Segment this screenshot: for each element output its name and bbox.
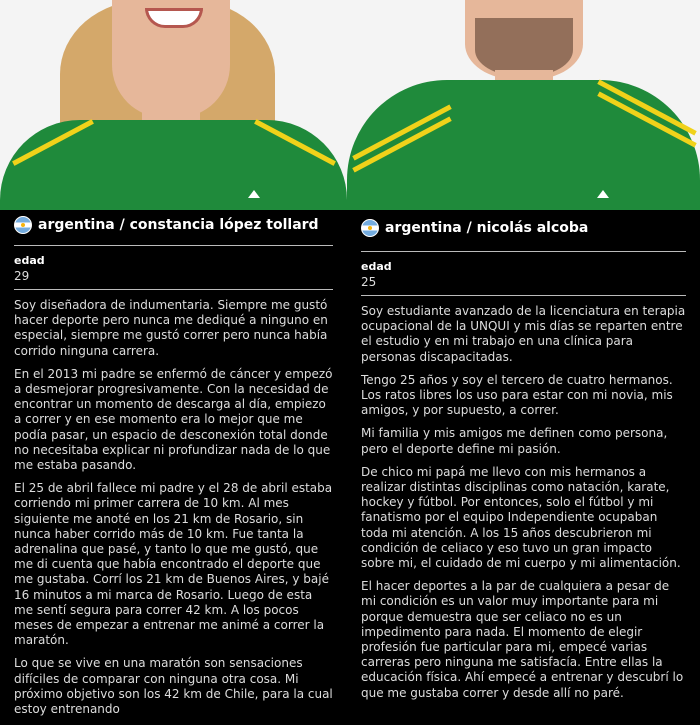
age-label: edad <box>361 260 392 273</box>
profile-title: argentina / nicolás alcoba <box>385 220 589 236</box>
divider <box>14 289 333 290</box>
profile-card-nicolas <box>347 0 700 700</box>
profile-info-nicolas <box>361 205 686 709</box>
bio-paragraph: Lo que se vive en una maratón son sensaciones difíciles de comparar con ninguna otra cosa. Mi próximo objetivo son los 42 km de Chile, para la cual estoy entrenando <box>14 656 333 717</box>
bio-paragraph: Mi familia y mis amigos me definen como persona, pero el deporte define mi pasión. <box>361 426 668 456</box>
divider <box>14 245 333 246</box>
portrait-photo-nicolas <box>347 0 700 202</box>
bio-paragraph: El hacer deportes a la par de cualquiera a pesar de mi condición es un valor muy importante para mi porque demuestra que ser celiaco no es un impedimento para nada. El momento de elegir profesión fue particular para mi, empecé varias carreras pero ninguna me satisfacía. Entre ellas la educación física. Ahí empecé a entrenar y descubrí lo que me gustaba correr y desde allí no paré. <box>361 579 684 700</box>
bio-paragraph: El 25 de abril fallece mi padre y el 28 de abril estaba corriendo mi primer carrera de 10 km. Al mes siguiente me anoté en los 21 km de Rosario, sin nunca haber corrido más de 10 km. Fue tanta la adrenalina que pasé, y tanto lo que me gustó, que me di cuenta que había encontrado el deporte que me gustaba. Corrí los 21 km de Buenos Aires, y bajé 16 minutos a mi marca de Rosario. Luego de esta me sentí segura para correr 42 km. A los pocos meses de empezar a entrenar me animé a correr la maratón. <box>14 481 333 648</box>
bio-paragraph: Soy estudiante avanzado de la licenciatura en terapia ocupacional de la UNQUI y mis días se reparten entre el estudio y en mi trabajo en una clínica para personas discapacitadas. <box>361 304 686 364</box>
biography <box>361 304 686 701</box>
divider <box>361 295 686 296</box>
bio-paragraph: De chico mi papá me llevo con mis hermanos a realizar distintas disciplinas como natación, karate, hockey y fútbol. Por entonces, solo el fútbol y mi fanatismo por el equipo Independiente ocupaban toda mi atención. A los 15 años descubrieron mi condición de celiaco y eso tuvo un gran impacto sobre mi, el cuidado de mi cuerpo y mi alimentación. <box>361 464 681 571</box>
profile-header <box>361 205 686 251</box>
age-value: 29 <box>14 269 30 283</box>
age-label: edad <box>14 254 45 267</box>
profile-info-constancia <box>14 205 333 725</box>
age-value: 25 <box>361 275 377 289</box>
argentina-flag-icon <box>361 219 379 237</box>
portrait-photo-constancia <box>0 0 347 202</box>
bio-paragraph: En el 2013 mi padre se enfermó de cáncer y empezó a desmejorar progresivamente. Con la necesidad de encontrar un momento de descarga al día, empiezo a correr y en ese momento era lo mejor que me podía pasar, un espacio de desconexión total donde no necesitaba explicar ni profundizar nada de lo que me estaba pasando. <box>14 366 333 473</box>
argentina-flag-icon <box>14 216 32 234</box>
divider <box>361 251 686 252</box>
profile-title: argentina / constancia lópez tollard <box>38 217 319 233</box>
bio-paragraph: Soy diseñadora de indumentaria. Siempre me gustó hacer deporte pero nunca me dediqué a ninguno en especial, siempre me gustó correr pero nunca había corrido ninguna carrera. <box>14 298 328 358</box>
profile-card-constancia <box>0 0 347 717</box>
biography <box>14 298 333 717</box>
bio-paragraph: Tengo 25 años y soy el tercero de cuatro hermanos. Los ratos libres los uso para estar con mi novia, mis amigos, y por supuesto, a correr. <box>361 372 673 418</box>
profile-header <box>14 205 333 245</box>
